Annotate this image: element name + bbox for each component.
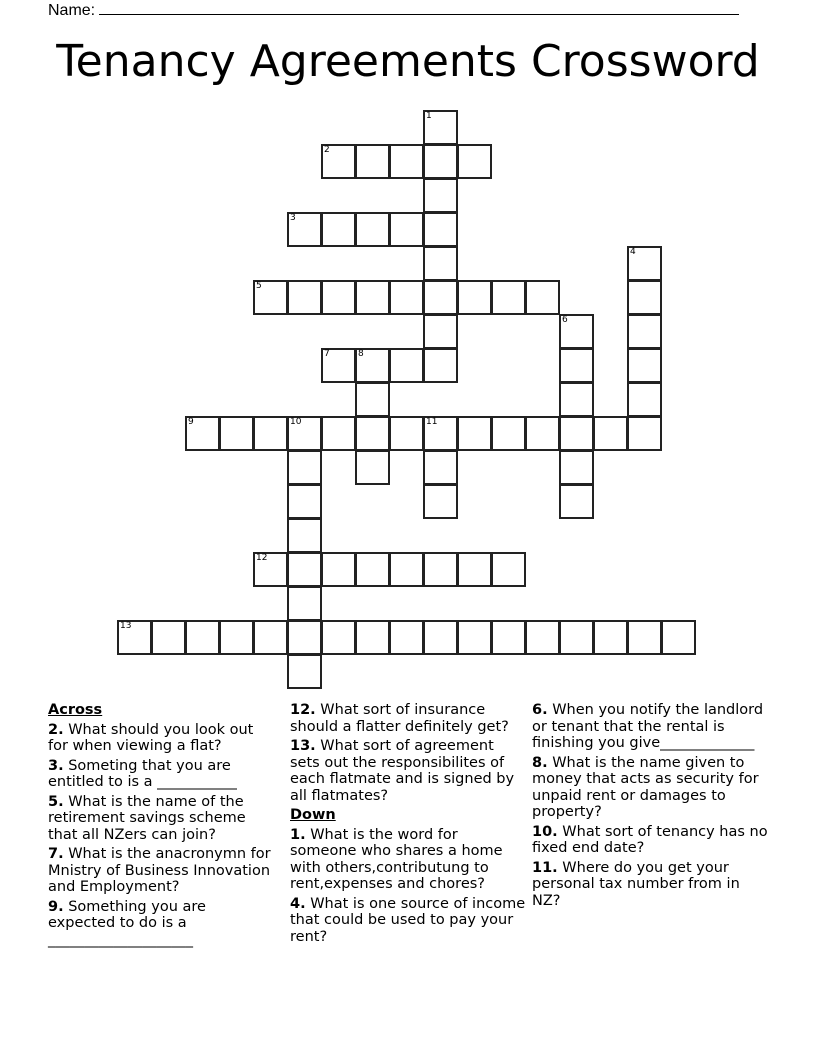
crossword-cell[interactable] — [627, 246, 662, 281]
crossword-cell[interactable] — [253, 416, 288, 451]
page-title: Tenancy Agreements Crossword — [56, 36, 760, 87]
crossword-cell[interactable] — [389, 212, 424, 247]
crossword-cell[interactable] — [423, 110, 458, 145]
crossword-cell[interactable] — [355, 212, 390, 247]
crossword-cell[interactable] — [355, 144, 390, 179]
clue-down-10: 10. What sort of tenancy has no fixed end date? — [532, 823, 768, 856]
crossword-cell[interactable] — [627, 416, 662, 451]
crossword-cell[interactable] — [423, 314, 458, 349]
crossword-cell[interactable] — [559, 484, 594, 519]
crossword-cell[interactable] — [491, 552, 526, 587]
crossword-cell[interactable] — [389, 620, 424, 655]
crossword-cell[interactable] — [253, 280, 288, 315]
crossword-cell[interactable] — [389, 280, 424, 315]
clue-across-2: 2. What should you look out for when viewing a flat? — [48, 721, 254, 754]
crossword-cell[interactable] — [593, 416, 628, 451]
clue-across-7: 7. What is the anacronymn for Mnistry of Business Innovation and Employment? — [48, 846, 271, 895]
crossword-cell[interactable] — [355, 450, 390, 485]
crossword-cell[interactable] — [627, 348, 662, 383]
crossword-cell[interactable] — [287, 484, 322, 519]
crossword-cell[interactable] — [423, 144, 458, 179]
crossword-cell[interactable] — [457, 416, 492, 451]
cell-number: 2 — [324, 145, 330, 155]
crossword-cell[interactable] — [151, 620, 186, 655]
clue-down-4: 4. What is one source of income that could be used to pay your rent? — [290, 895, 526, 945]
crossword-cell[interactable] — [627, 382, 662, 417]
crossword-cell[interactable] — [423, 620, 458, 655]
crossword-cell[interactable] — [321, 144, 356, 179]
crossword-cell[interactable] — [321, 348, 356, 383]
crossword-cell[interactable] — [559, 416, 594, 451]
clue-across-12: 12. What sort of insurance should a flatter definitely get? — [290, 702, 509, 735]
cell-number: 11 — [426, 417, 438, 427]
crossword-cell[interactable] — [117, 620, 152, 655]
name-field — [48, 0, 739, 20]
crossword-cell[interactable] — [457, 280, 492, 315]
crossword-cell[interactable] — [185, 620, 220, 655]
crossword-cell[interactable] — [525, 416, 560, 451]
crossword-cell[interactable] — [287, 416, 322, 451]
crossword-cell[interactable] — [457, 552, 492, 587]
cell-number: 12 — [256, 553, 268, 563]
crossword-cell[interactable] — [423, 178, 458, 213]
crossword-cell[interactable] — [321, 552, 356, 587]
cell-number: 5 — [256, 281, 262, 291]
crossword-cell[interactable] — [423, 280, 458, 315]
crossword-cell[interactable] — [355, 382, 390, 417]
crossword-cell[interactable] — [423, 246, 458, 281]
crossword-cell[interactable] — [355, 280, 390, 315]
crossword-cell[interactable] — [491, 620, 526, 655]
crossword-cell[interactable] — [627, 314, 662, 349]
crossword-cell[interactable] — [627, 280, 662, 315]
crossword-cell[interactable] — [423, 552, 458, 587]
clue-down-8: 8. What is the name given to money that acts as security for unpaid rent or damages to property? — [532, 754, 759, 820]
clue-across-5: 5. What is the name of the retirement savings scheme that all NZers can join? — [48, 793, 246, 843]
crossword-cell[interactable] — [287, 620, 322, 655]
clue-across-13: 13. What sort of agreement sets out the responsibilites of each flatmate and is signed by all flatmates? — [290, 738, 515, 804]
crossword-cell[interactable] — [287, 654, 322, 689]
cell-number: 1 — [426, 111, 432, 121]
cell-number: 13 — [120, 621, 132, 631]
crossword-cell[interactable] — [185, 416, 220, 451]
clues-column-3 — [532, 702, 772, 912]
clues-column-1 — [48, 702, 272, 951]
crossword-cell[interactable] — [559, 382, 594, 417]
crossword-cell[interactable] — [661, 620, 696, 655]
crossword-cell[interactable] — [253, 620, 288, 655]
crossword-cell[interactable] — [559, 450, 594, 485]
crossword-cell[interactable] — [491, 280, 526, 315]
crossword-cell[interactable] — [423, 212, 458, 247]
crossword-cell[interactable] — [457, 144, 492, 179]
crossword-cell[interactable] — [287, 518, 322, 553]
name-label: Name: — [48, 2, 96, 19]
crossword-cell[interactable] — [287, 212, 322, 247]
cell-number: 4 — [630, 247, 636, 257]
clue-across-9: 9. Something you are expected to do is a ____________________ — [48, 898, 206, 948]
crossword-cell[interactable] — [321, 620, 356, 655]
crossword-cell[interactable] — [389, 552, 424, 587]
crossword-cell[interactable] — [389, 416, 424, 451]
crossword-cell[interactable] — [321, 280, 356, 315]
crossword-cell[interactable] — [423, 348, 458, 383]
crossword-cell[interactable] — [287, 280, 322, 315]
crossword-cell[interactable] — [287, 552, 322, 587]
crossword-cell[interactable] — [355, 552, 390, 587]
down-heading: Down — [290, 807, 336, 823]
crossword-cell[interactable] — [355, 416, 390, 451]
crossword-cell[interactable] — [355, 348, 390, 383]
crossword-cell[interactable] — [219, 416, 254, 451]
crossword-cell[interactable] — [457, 620, 492, 655]
crossword-cell[interactable] — [559, 620, 594, 655]
crossword-cell[interactable] — [559, 314, 594, 349]
crossword-cell[interactable] — [389, 144, 424, 179]
crossword-cell[interactable] — [525, 280, 560, 315]
crossword-cell[interactable] — [491, 416, 526, 451]
clue-down-11: 11. Where do you get your personal tax number from in NZ? — [532, 859, 740, 909]
clue-down-1: 1. What is the word for someone who shares a home with others,contributung to rent,expenses and chores? — [290, 826, 503, 892]
crossword-cell[interactable] — [389, 348, 424, 383]
crossword-cell[interactable] — [253, 552, 288, 587]
crossword-cell[interactable] — [423, 484, 458, 519]
crossword-cell[interactable] — [593, 620, 628, 655]
clue-down-6: 6. When you notify the landlord or tenant that the rental is finishing you give_____________ — [532, 702, 764, 751]
name-blank-line — [99, 0, 739, 15]
crossword-cell[interactable] — [321, 212, 356, 247]
cell-number: 7 — [324, 349, 330, 359]
cell-number: 9 — [188, 417, 194, 427]
crossword-cell[interactable] — [321, 416, 356, 451]
crossword-cell[interactable] — [627, 620, 662, 655]
crossword-cell[interactable] — [423, 416, 458, 451]
crossword-cell[interactable] — [219, 620, 254, 655]
crossword-cell[interactable] — [423, 450, 458, 485]
crossword-cell[interactable] — [287, 450, 322, 485]
clues-column-2 — [290, 702, 526, 948]
cell-number: 6 — [562, 315, 568, 325]
crossword-cell[interactable] — [559, 348, 594, 383]
crossword-cell[interactable] — [287, 586, 322, 621]
clue-across-3: 3. Someting that you are entitled to is a ___________ — [48, 757, 237, 790]
crossword-cell[interactable] — [525, 620, 560, 655]
cell-number: 10 — [290, 417, 302, 427]
across-heading: Across — [48, 702, 103, 718]
cell-number: 8 — [358, 349, 364, 359]
crossword-cell[interactable] — [355, 620, 390, 655]
cell-number: 3 — [290, 213, 296, 223]
